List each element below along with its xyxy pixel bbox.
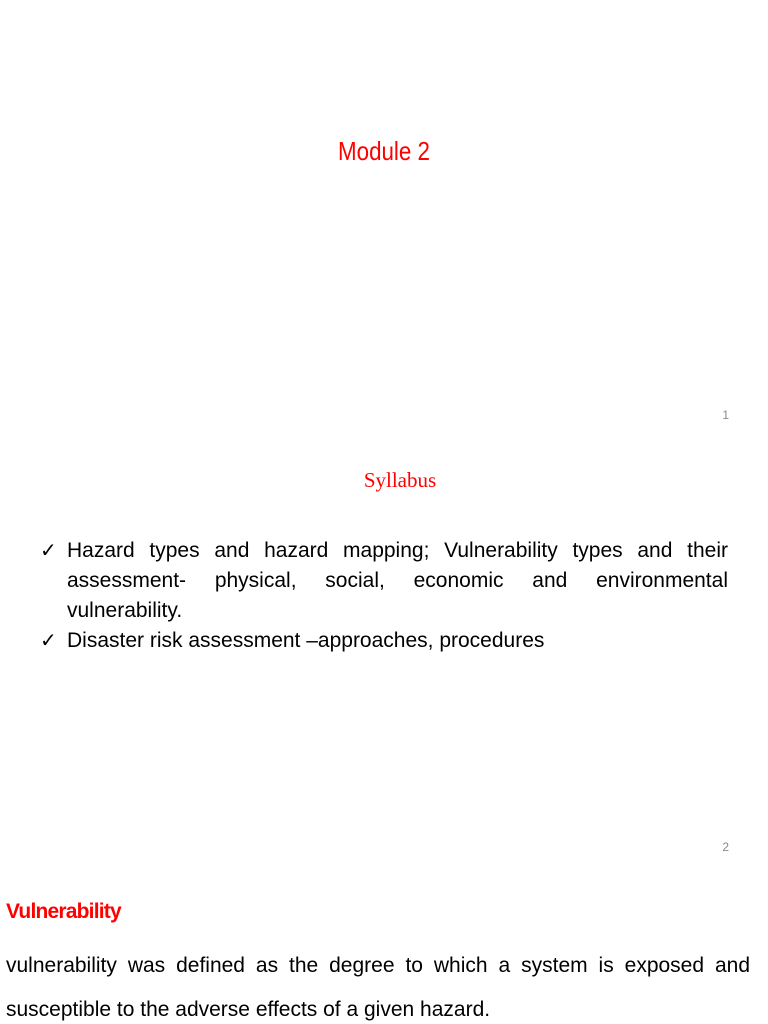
page-number: 2 [722, 840, 729, 854]
list-item [38, 626, 728, 656]
page-number: 1 [722, 408, 729, 422]
bullet-text: Disaster risk assessment –approaches, procedures [67, 629, 545, 652]
vulnerability-heading: Vulnerability [6, 900, 121, 923]
slide-syllabus [0, 432, 768, 864]
slide-module-title [0, 0, 768, 432]
check-icon: ✓ [40, 540, 57, 562]
syllabus-title: Syllabus [363, 468, 437, 492]
bullet-text: Hazard types and hazard mapping; Vulnerability types and their assessment- physical, social, economic and environmental vulnerability. [67, 539, 728, 622]
list-item [38, 536, 728, 626]
vulnerability-definition: vulnerability was defined as the degree to which a system is exposed and susceptible to the adverse effects of a given hazard. [6, 954, 750, 1021]
syllabus-bullet-list [38, 536, 728, 656]
slide-vulnerability [0, 864, 768, 1024]
module-title: Module 2 [338, 136, 430, 166]
check-icon: ✓ [40, 630, 57, 652]
